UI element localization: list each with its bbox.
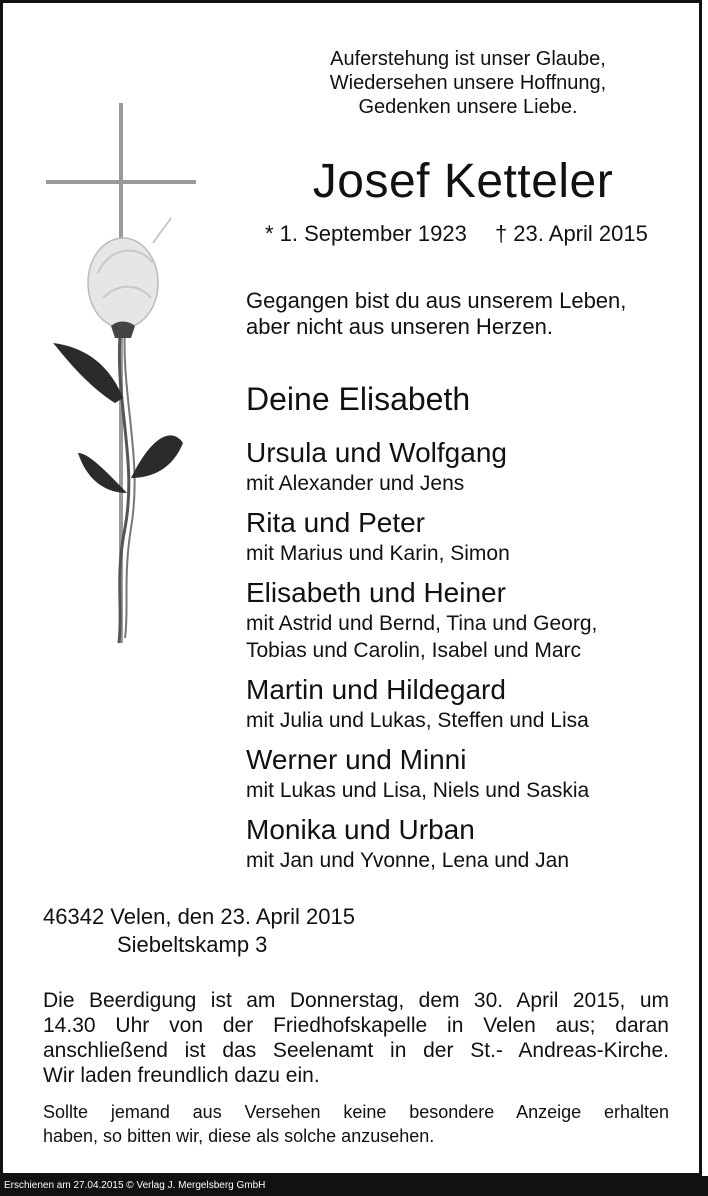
funeral-line: anschließend ist das Seelenamt in der St.- Andreas-Kirche.	[43, 1039, 669, 1062]
family-list	[246, 436, 686, 883]
deceased-name: Josef Ketteler	[312, 155, 614, 208]
family-head: Rita und Peter	[246, 507, 425, 538]
quote-line: Gegangen bist du aus unserem Leben,	[246, 288, 627, 313]
publication-footer: Erschienen am 27.04.2015 © Verlag J. Mergelsberg GmbH	[0, 1176, 708, 1196]
address	[43, 903, 355, 959]
quote	[246, 288, 626, 340]
family-line: mit Alexander und Jens	[246, 472, 465, 495]
family-head: Monika und Urban	[246, 814, 475, 845]
family-group	[246, 506, 686, 567]
family-head: Martin und Hildegard	[246, 674, 506, 705]
motto	[293, 47, 643, 119]
notice-line: haben, so bitten wir, diese als solche anzusehen.	[43, 1126, 435, 1146]
funeral-line: Wir laden freundlich dazu ein.	[43, 1064, 320, 1087]
family-head: Werner und Minni	[246, 744, 467, 775]
family-group	[246, 576, 686, 664]
family-group	[246, 813, 686, 874]
address-city-date: 46342 Velen, den 23. April 2015	[43, 904, 355, 929]
family-head: Elisabeth und Heiner	[246, 577, 506, 608]
cross-with-rose-icon	[43, 98, 213, 648]
death-date: † 23. April 2015	[494, 221, 648, 246]
motto-line: Wiedersehen unsere Hoffnung,	[329, 72, 607, 94]
funeral-line: 14.30 Uhr von der Friedhofskapelle in Velen aus; daran	[43, 1014, 669, 1037]
family-group	[246, 673, 686, 734]
family-line: mit Jan und Yvonne, Lena und Jan	[246, 849, 570, 872]
motto-line: Gedenken unsere Liebe.	[358, 96, 578, 118]
family-line: Tobias und Carolin, Isabel und Marc	[246, 639, 582, 662]
family-line: mit Astrid und Bernd, Tina und Georg,	[246, 612, 598, 635]
life-dates	[265, 220, 648, 248]
family-head: Ursula und Wolfgang	[246, 437, 507, 468]
motto-line: Auferstehung ist unser Glaube,	[330, 48, 606, 70]
family-line: mit Julia und Lukas, Steffen und Lisa	[246, 709, 589, 732]
family-group	[246, 436, 686, 497]
notice	[43, 1100, 669, 1148]
funeral-line: Die Beerdigung ist am Donnerstag, dem 30. April 2015, um	[43, 989, 669, 1012]
address-street: Siebeltskamp 3	[117, 932, 268, 957]
family-line: mit Marius und Karin, Simon	[246, 542, 510, 565]
birth-date: * 1. September 1923	[265, 221, 467, 246]
family-line: mit Lukas und Lisa, Niels und Saskia	[246, 779, 590, 802]
wife-name: Deine Elisabeth	[246, 381, 471, 417]
quote-line: aber nicht aus unseren Herzen.	[246, 314, 553, 339]
notice-line: Sollte jemand aus Versehen keine besondere Anzeige erhalten	[43, 1102, 669, 1122]
funeral-info	[43, 988, 669, 1088]
family-group	[246, 743, 686, 804]
